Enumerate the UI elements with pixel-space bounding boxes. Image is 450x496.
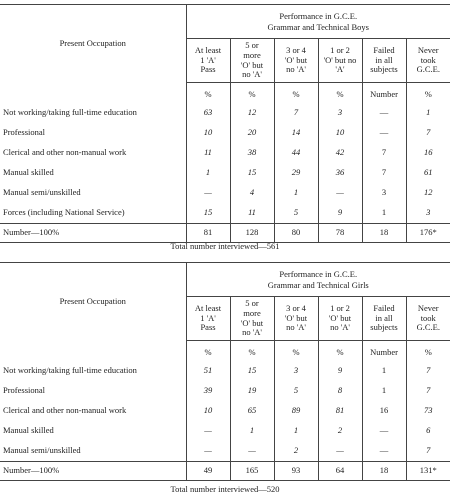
boys-cell: 11 — [230, 203, 274, 224]
boys-col5-line: took — [420, 54, 436, 65]
boys-cell: 5 — [274, 203, 318, 224]
boys-row-label: Manual skilled — [0, 163, 186, 183]
girls-col1-line: 'O' but — [240, 317, 264, 328]
boys-cell: 38 — [230, 143, 274, 163]
boys-col3-line: 1 or 2 — [330, 44, 350, 55]
boys-cell: 42 — [318, 143, 362, 163]
girls-col3-line: 'O' but — [328, 312, 352, 323]
girls-cell: 65 — [230, 401, 274, 421]
table-row — [0, 381, 450, 401]
girls-number-cell: 18 — [362, 462, 406, 481]
table-row — [0, 143, 450, 163]
girls-col5-line: G.C.E. — [416, 322, 440, 333]
boys-col5-line: Never — [417, 44, 439, 55]
girls-number-cell: 64 — [318, 462, 362, 481]
girls-cell: 7 — [426, 445, 431, 456]
boys-cell: 20 — [230, 123, 274, 143]
boys-number-label: Number—100% — [0, 224, 186, 243]
boys-row-label: Professional — [0, 123, 186, 143]
boys-col3-line: 'O' but no 'A' — [323, 54, 357, 75]
girls-col1-line: 5 or — [245, 297, 259, 308]
boys-col1-line: more — [243, 49, 261, 60]
girls-unit: % — [186, 341, 230, 362]
boys-number-cell: 80 — [274, 224, 318, 243]
table-row — [0, 421, 450, 441]
girls-row-label: Manual semi/unskilled — [0, 441, 186, 462]
girls-col-header-a-pass — [186, 297, 230, 341]
girls-unit: Number — [362, 341, 406, 362]
girls-number-row — [0, 462, 450, 481]
boys-number-cell: 176* — [406, 224, 450, 243]
girls-cell: — — [186, 421, 230, 441]
girls-col5-line: Never — [417, 302, 439, 313]
girls-col4-line: Failed — [373, 302, 395, 313]
girls-row-label: Not working/taking full-time education — [0, 361, 186, 381]
boys-col-header-3-4-o — [274, 39, 318, 83]
girls-col0-line: 1 'A' — [200, 312, 216, 323]
table-row — [0, 123, 450, 143]
girls-unit: % — [274, 341, 318, 362]
boys-col1-line: no 'A' — [242, 69, 262, 80]
girls-col-header-failed — [362, 297, 406, 341]
boys-number-cell: 128 — [230, 224, 274, 243]
table-row — [0, 401, 450, 421]
girls-number-label: Number—100% — [0, 462, 186, 481]
boys-cell: 36 — [318, 163, 362, 183]
boys-col5-line: G.C.E. — [416, 64, 440, 75]
boys-unit: % — [274, 83, 318, 104]
girls-col-header-3-4-o — [274, 297, 318, 341]
boys-total-interviewed: Total number interviewed—561 — [170, 241, 280, 251]
girls-cell: — — [186, 441, 230, 462]
boys-cell: 10 — [186, 123, 230, 143]
girls-col2-line: 'O' but — [284, 312, 308, 323]
girls-cell: 16 — [362, 401, 406, 421]
table-row — [0, 103, 450, 123]
girls-cell: 3 — [274, 361, 318, 381]
girls-col2-line: 3 or 4 — [286, 302, 306, 313]
boys-cell: 1 — [426, 107, 431, 118]
girls-col-header-1-2-o — [318, 297, 362, 341]
girls-cell: 7 — [426, 385, 431, 396]
girls-col5-line: took — [420, 312, 436, 323]
boys-cell: 7 — [362, 143, 406, 163]
boys-cell: 10 — [318, 123, 362, 143]
boys-col1-line: 'O' but — [240, 59, 264, 70]
girls-performance-title-line1: Performance in G.C.E. — [279, 269, 358, 280]
girls-col-header-never-took — [406, 297, 450, 341]
girls-number-cell: 165 — [230, 462, 274, 481]
boys-row-label: Forces (including National Service) — [0, 203, 186, 224]
girls-cell: 8 — [318, 381, 362, 401]
girls-col3-line: no 'A' — [330, 322, 350, 333]
girls-number-cell: 93 — [274, 462, 318, 481]
boys-performance-title-line1: Performance in G.C.E. — [279, 11, 358, 22]
girls-cell: 19 — [230, 381, 274, 401]
girls-cell: — — [362, 421, 406, 441]
girls-col4-line: in all — [375, 312, 393, 323]
girls-cell: 7 — [426, 365, 431, 376]
girls-cell: 15 — [230, 361, 274, 381]
boys-unit: Number — [362, 83, 406, 104]
boys-cell: 12 — [230, 103, 274, 123]
girls-cell: 2 — [274, 441, 318, 462]
boys-col2-line: 3 or 4 — [286, 44, 306, 55]
girls-row-label: Professional — [0, 381, 186, 401]
table-row — [0, 441, 450, 462]
girls-unit: % — [424, 347, 432, 358]
girls-cell: — — [230, 441, 274, 462]
boys-unit: % — [230, 83, 274, 104]
girls-col0-line: At least — [194, 302, 222, 313]
girls-cell: 1 — [230, 421, 274, 441]
girls-col-header-5-more-o — [230, 297, 274, 341]
boys-row-label: Not working/taking full-time education — [0, 103, 186, 123]
boys-unit: % — [424, 89, 432, 100]
girls-cell: 39 — [186, 381, 230, 401]
table-row — [0, 203, 450, 224]
girls-total-interviewed: Total number interviewed—520 — [170, 484, 280, 494]
boys-col4-line: in all — [375, 54, 393, 65]
girls-cell: 9 — [318, 361, 362, 381]
boys-number-row — [0, 224, 450, 243]
boys-col-header-1-2-o — [318, 39, 362, 83]
boys-col-header-a-pass — [186, 39, 230, 83]
boys-col4-line: Failed — [373, 44, 395, 55]
girls-performance-title-line2: Grammar and Technical Girls — [267, 279, 369, 290]
girls-cell: 73 — [424, 405, 433, 416]
girls-col4-line: subjects — [370, 322, 398, 333]
girls-unit: % — [230, 341, 274, 362]
girls-col3-line: 1 or 2 — [330, 302, 350, 313]
girls-number-cell: 49 — [186, 462, 230, 481]
girls-unit: % — [318, 341, 362, 362]
boys-cell: 29 — [274, 163, 318, 183]
girls-cell: 5 — [274, 381, 318, 401]
boys-number-cell: 81 — [186, 224, 230, 243]
table-row — [0, 183, 450, 203]
boys-unit: % — [186, 83, 230, 104]
boys-cell: — — [362, 103, 406, 123]
girls-performance-title — [186, 263, 450, 297]
boys-cell: 11 — [186, 143, 230, 163]
boys-cell: — — [362, 123, 406, 143]
boys-unit-label — [0, 83, 186, 104]
boys-cell: 44 — [274, 143, 318, 163]
boys-cell: 3 — [362, 183, 406, 203]
table-row — [0, 361, 450, 381]
girls-cell: 1 — [274, 421, 318, 441]
boys-unit: % — [318, 83, 362, 104]
girls-col1-line: no 'A' — [242, 327, 262, 338]
boys-cell: 1 — [274, 183, 318, 203]
boys-cell: — — [186, 183, 230, 203]
girls-present-occupation-header: Present Occupation — [0, 263, 186, 341]
boys-performance-title-line2: Grammar and Technical Boys — [267, 21, 369, 32]
boys-col0-line: At least — [194, 44, 222, 55]
boys-row-label: Clerical and other non-manual work — [0, 143, 186, 163]
girls-table — [0, 262, 450, 481]
boys-col0-line: 1 'A' — [200, 54, 216, 65]
boys-performance-title — [186, 5, 450, 39]
table-row — [0, 163, 450, 183]
boys-cell: — — [318, 183, 362, 203]
boys-col1-line: 5 or — [245, 39, 259, 50]
boys-cell: 3 — [426, 207, 431, 218]
boys-cell: 12 — [424, 187, 433, 198]
girls-unit-label — [0, 341, 186, 362]
boys-cell: 1 — [186, 163, 230, 183]
girls-col2-line: no 'A' — [286, 322, 306, 333]
girls-cell: — — [318, 441, 362, 462]
boys-cell: 16 — [424, 147, 433, 158]
boys-col-header-5-more-o — [230, 39, 274, 83]
boys-cell: 7 — [274, 103, 318, 123]
boys-col-header-failed — [362, 39, 406, 83]
boys-cell: 3 — [318, 103, 362, 123]
girls-cell: 6 — [426, 425, 431, 436]
boys-col0-line: Pass — [200, 64, 216, 75]
boys-cell: 15 — [230, 163, 274, 183]
boys-cell: 4 — [230, 183, 274, 203]
boys-cell: 1 — [362, 203, 406, 224]
girls-cell: 81 — [318, 401, 362, 421]
girls-number-cell: 131* — [406, 462, 450, 481]
boys-col2-line: 'O' but — [284, 54, 308, 65]
boys-col4-line: subjects — [370, 64, 398, 75]
girls-col1-line: more — [243, 307, 261, 318]
girls-row-label: Manual skilled — [0, 421, 186, 441]
girls-cell: 89 — [274, 401, 318, 421]
boys-number-cell: 18 — [362, 224, 406, 243]
boys-col-header-never-took — [406, 39, 450, 83]
boys-present-occupation-header: Present Occupation — [0, 5, 186, 83]
boys-col2-line: no 'A' — [286, 64, 306, 75]
boys-table — [0, 4, 450, 243]
boys-cell: 7 — [426, 127, 431, 138]
girls-cell: 1 — [362, 381, 406, 401]
boys-cell: 7 — [362, 163, 406, 183]
boys-cell: 61 — [424, 167, 433, 178]
boys-cell: 14 — [274, 123, 318, 143]
boys-row-label: Manual semi/unskilled — [0, 183, 186, 203]
girls-cell: — — [362, 441, 406, 462]
girls-cell: 2 — [318, 421, 362, 441]
boys-cell: 63 — [186, 103, 230, 123]
girls-cell: 51 — [186, 361, 230, 381]
girls-col0-line: Pass — [200, 322, 216, 333]
girls-row-label: Clerical and other non-manual work — [0, 401, 186, 421]
boys-cell: 15 — [186, 203, 230, 224]
girls-cell: 10 — [186, 401, 230, 421]
boys-number-cell: 78 — [318, 224, 362, 243]
girls-cell: 1 — [362, 361, 406, 381]
boys-cell: 9 — [318, 203, 362, 224]
